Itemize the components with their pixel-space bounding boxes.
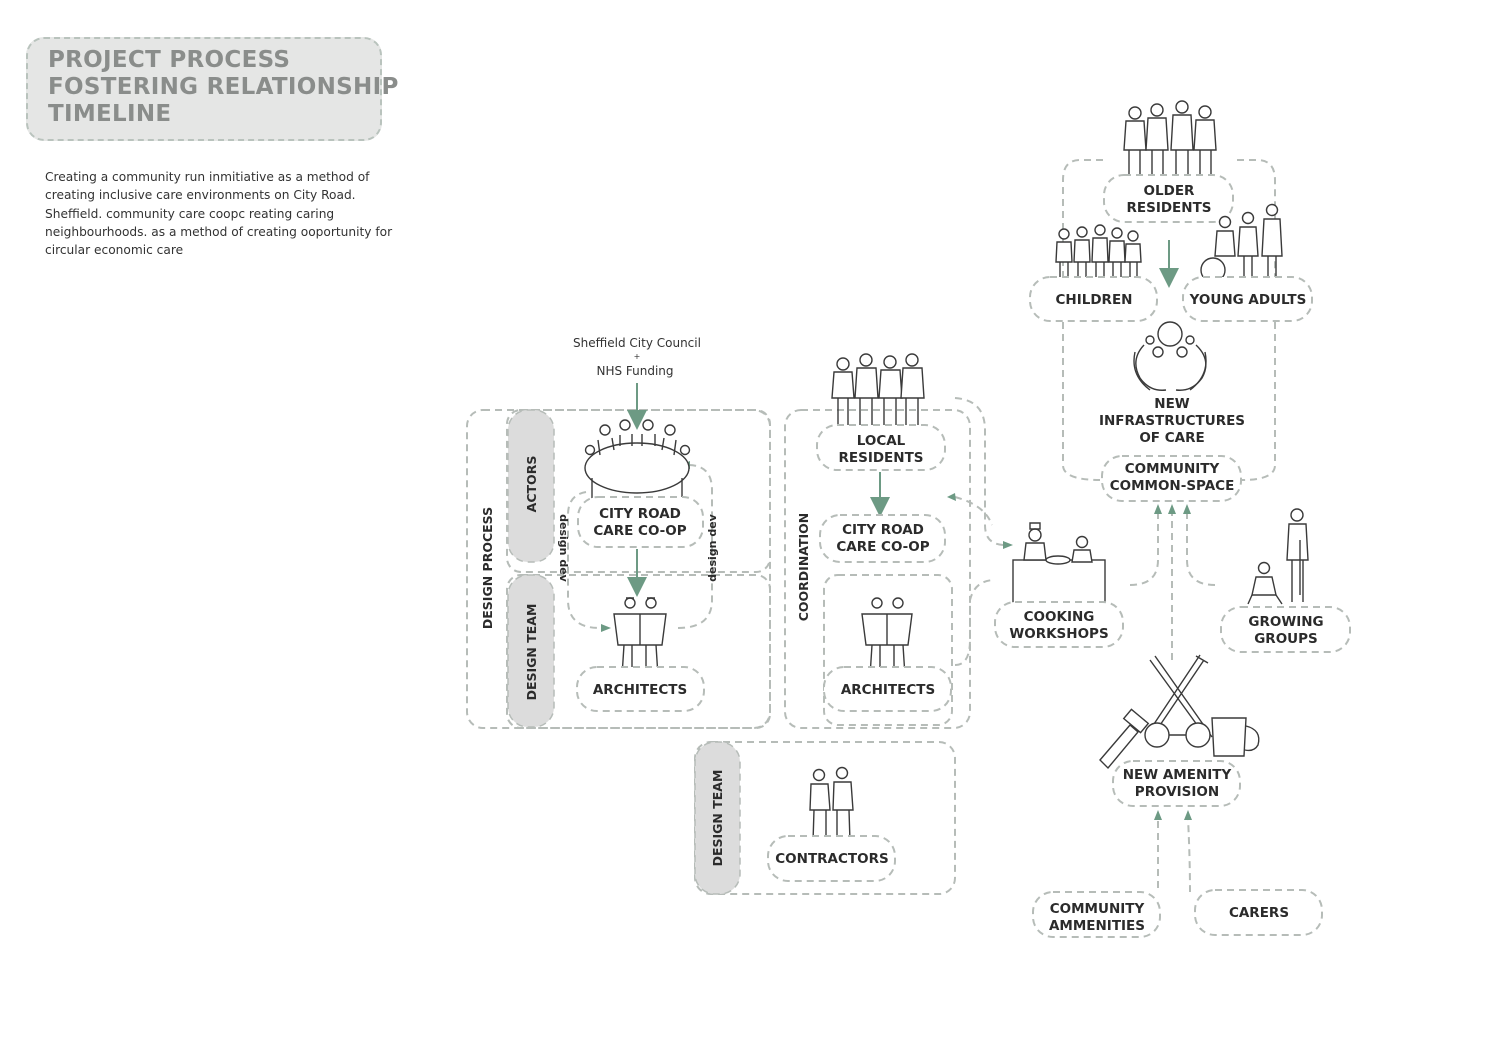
older-label-2: RESIDENTS [1126, 200, 1212, 216]
coop-label-2: CARE CO-OP [593, 523, 687, 539]
link-cooking-commonspace [1130, 512, 1158, 585]
link-carers-amenity [1188, 818, 1190, 892]
design-process-label: DESIGN PROCESS [480, 506, 495, 630]
architects-label-1: ARCHITECTS [592, 682, 688, 698]
older-residents-illustration [1124, 101, 1216, 178]
intro-text: Creating a community run inmitiative as a method of creating inclusive care environments on City Road. Sheffield. community care coopc reating caring neighbourhoods. as a method of creating ooportunity for circular economic care [45, 170, 393, 258]
funding-plus: + [633, 352, 641, 361]
ammenities-label-2: AMMENITIES [1048, 918, 1146, 934]
ammenities-label-1: COMMUNITY [1049, 901, 1145, 917]
care-hands-illustration [1134, 322, 1206, 390]
architects-illustration-1 [614, 598, 666, 676]
amenity-illustration [1100, 655, 1259, 768]
carers-label: CARERS [1228, 905, 1290, 921]
actors-label: ACTORS [524, 455, 539, 513]
cooking-label-1: COOKING [1023, 609, 1095, 625]
amenity-label-2: PROVISION [1134, 784, 1220, 800]
loop-bottom-left [1063, 322, 1100, 480]
link-growing-commonspace [1187, 512, 1215, 585]
children-illustration [1056, 225, 1141, 284]
funding-nhs: NHS Funding [596, 364, 674, 378]
title-line-2: FOSTERING RELATIONSHIP [48, 74, 399, 100]
amenity-label-1: NEW AMENITY [1122, 767, 1232, 783]
architects-label-2: ARCHITECTS [840, 682, 936, 698]
young-adults-label: YOUNG ADULTS [1189, 292, 1307, 308]
link-residents-cooking [955, 398, 1005, 545]
round-table-illustration [585, 420, 690, 505]
cooking-label-2: WORKSHOPS [1009, 626, 1109, 642]
link-architects-cooking [955, 580, 995, 665]
local-residents-illustration [832, 354, 924, 430]
coop-label-1: CITY ROAD [599, 506, 681, 522]
funding-council: Sheffield City Council [573, 336, 701, 350]
title-line-3: TIMELINE [48, 101, 172, 127]
coord-coop-label-1: CITY ROAD [842, 522, 924, 538]
coord-coop-label-2: CARE CO-OP [836, 539, 930, 555]
cooking-illustration [1013, 523, 1105, 606]
title-line-1: PROJECT PROCESS [48, 47, 291, 73]
growing-illustration [1248, 509, 1308, 604]
link-coop-cooking [955, 497, 992, 525]
common-label-2: COMMON-SPACE [1109, 478, 1235, 494]
design-team-label: DESIGN TEAM [524, 603, 539, 701]
contractors-illustration [810, 768, 853, 843]
older-label-1: OLDER [1143, 183, 1195, 199]
children-label: CHILDREN [1055, 292, 1133, 308]
coordination-label: COORDINATION [796, 512, 811, 622]
residents-label-2: RESIDENTS [838, 450, 924, 466]
infra-label-2: INFRASTRUCTURES [1098, 413, 1246, 429]
growing-label-2: GROUPS [1254, 631, 1318, 647]
city-road-coop-node [578, 497, 703, 547]
residents-label-1: LOCAL [856, 433, 906, 449]
growing-label-1: GROWING [1248, 614, 1324, 630]
contractors-label: CONTRACTORS [775, 851, 889, 867]
infra-label-3: OF CARE [1139, 430, 1205, 446]
common-label-1: COMMUNITY [1124, 461, 1220, 477]
infra-label-1: NEW [1154, 396, 1190, 412]
construction-design-team-label: DESIGN TEAM [710, 769, 725, 867]
loop-bottom-right [1242, 322, 1275, 480]
architects-illustration-2 [862, 598, 912, 676]
design-dev-right-label: design dev [706, 514, 719, 582]
design-dev-left-label: design dev [557, 514, 570, 582]
